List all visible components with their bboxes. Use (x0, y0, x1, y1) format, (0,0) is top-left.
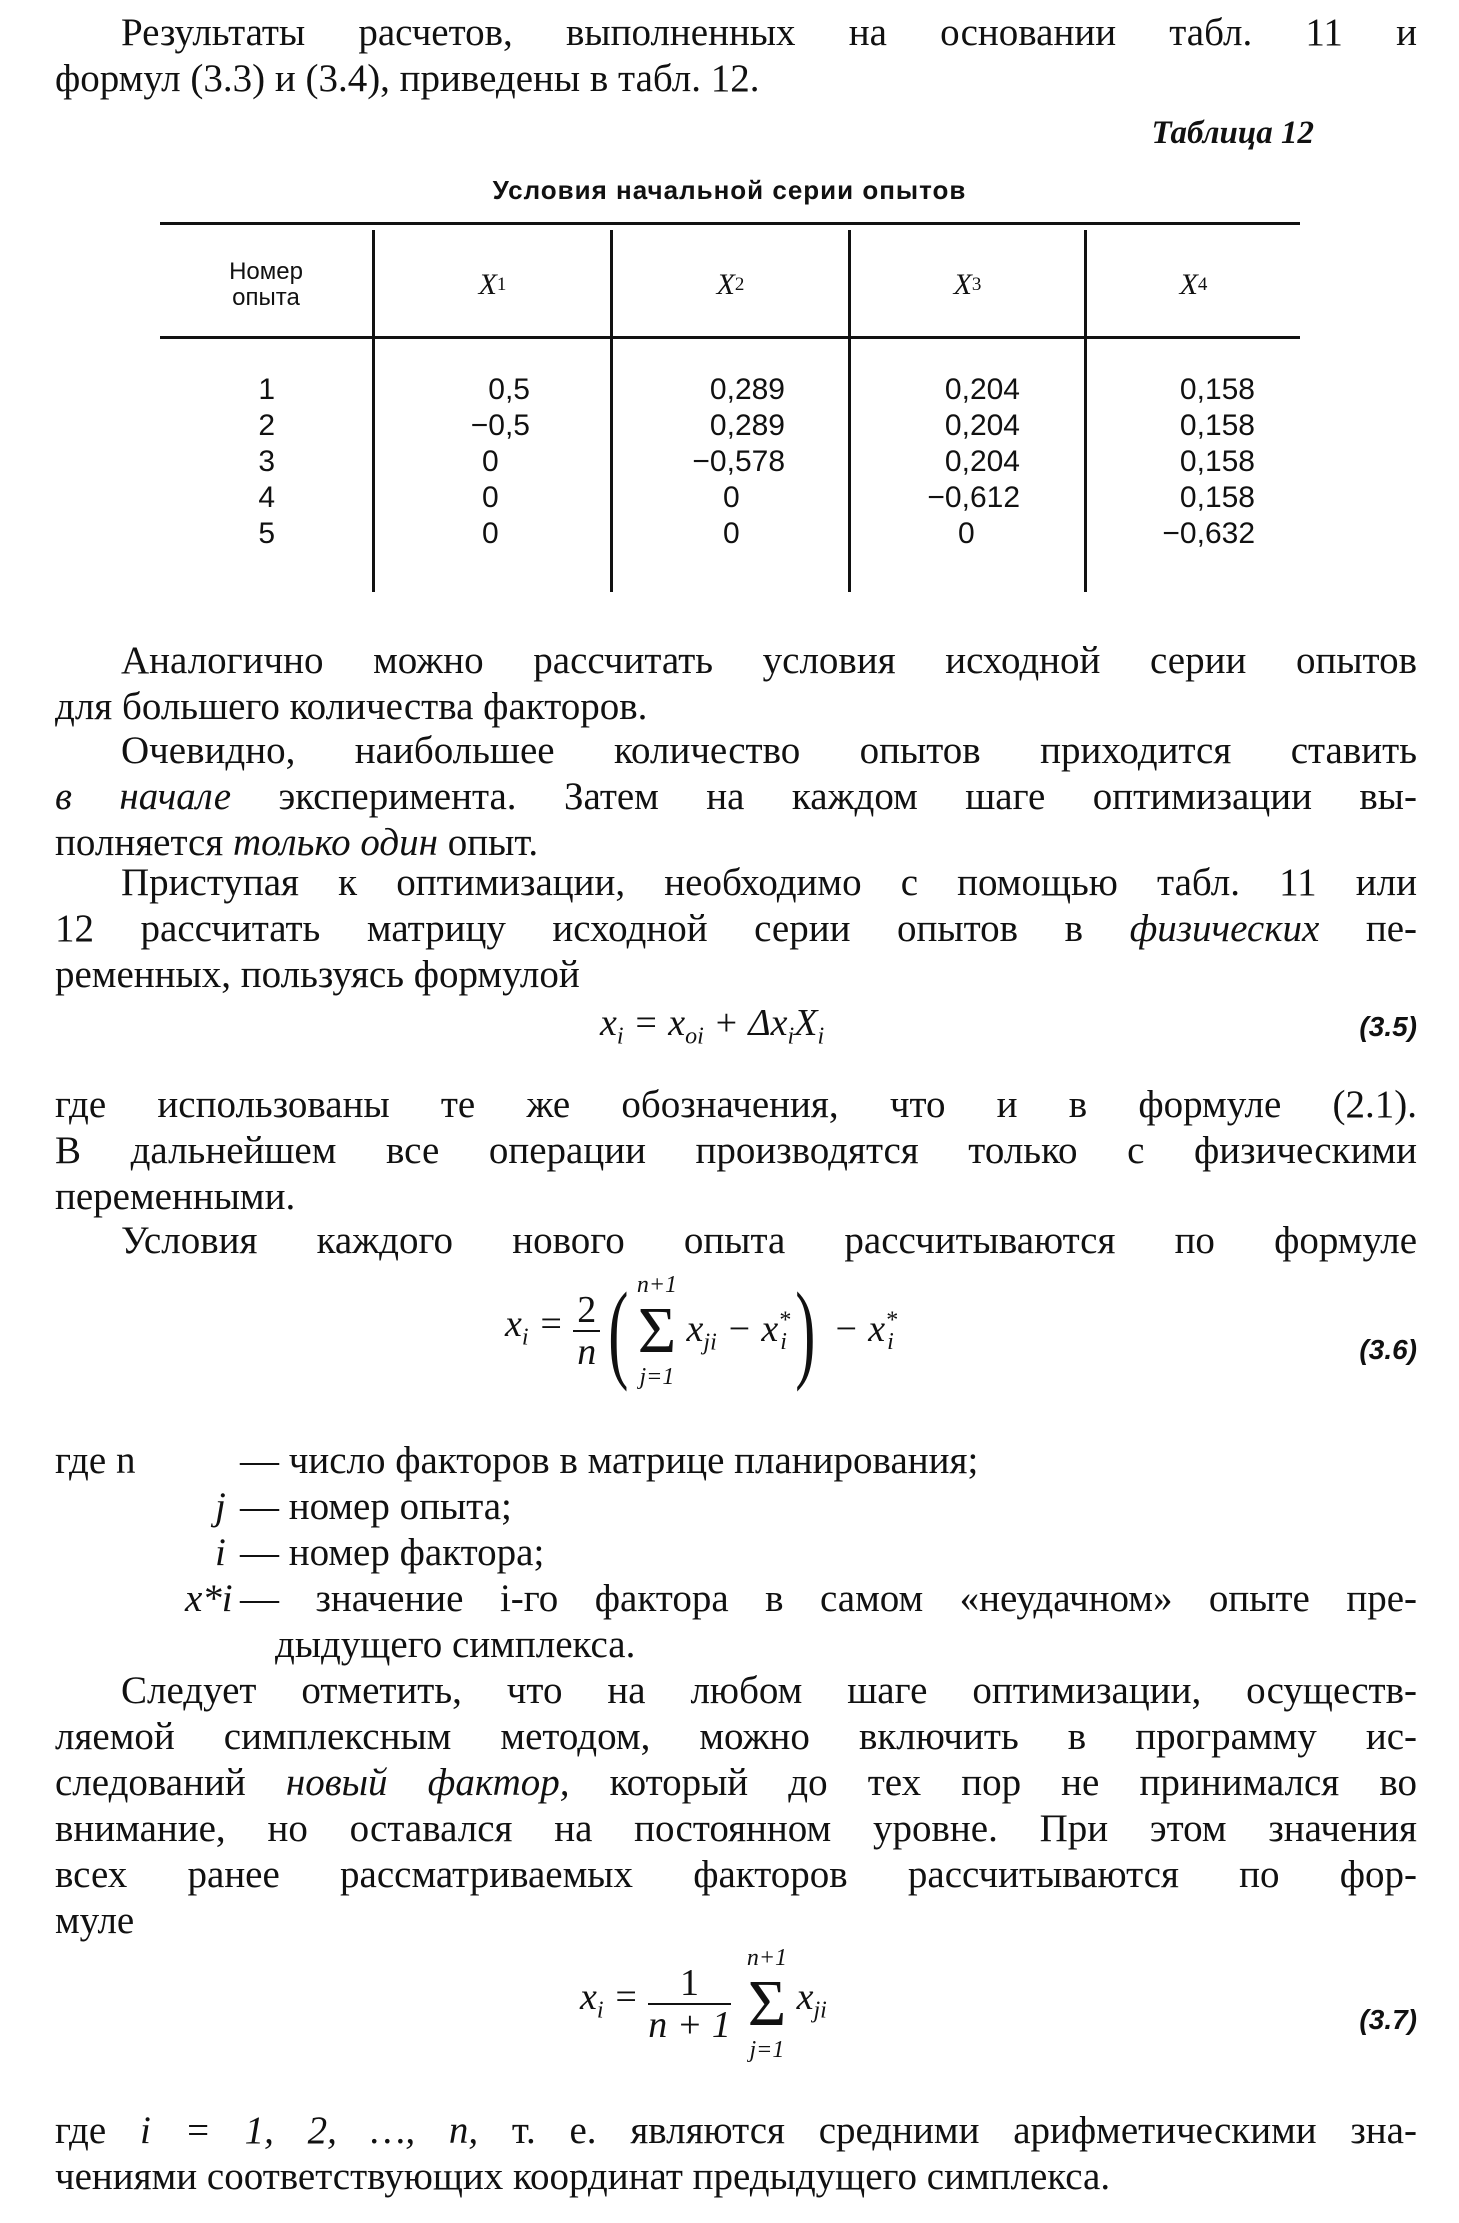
header-sub: 1 (496, 274, 507, 295)
table-cell: −0,632 (1162, 517, 1255, 550)
definition-text: — номер опыта; (240, 1485, 512, 1528)
equation-3-7 (0, 1945, 1459, 2095)
definition-row (55, 1438, 1417, 1484)
paragraph-line: Очевидно, наибольшее количество опытов приходится ставить (121, 729, 1417, 772)
table-header-x1 (375, 250, 610, 320)
equation-body: $x_i$ = $\frac{1}{n + 1}$ n+1 Σ j=1 $x_{ji}$ (580, 1945, 827, 2063)
table-title: Условия начальной серии опытов (492, 175, 967, 205)
table-cell: −0,5 (470, 409, 530, 442)
header-var: X (953, 268, 972, 301)
table-cell: 0,158 (1179, 409, 1255, 442)
definition-symbol: где n (55, 1439, 136, 1482)
italic-text: в начале (55, 775, 232, 818)
table-cell: 2 (258, 409, 275, 442)
italic-text: только один (232, 821, 438, 864)
italic-text: физических (1129, 907, 1320, 950)
paragraph-line: чениями соответствующих координат предыдущего симплекса. (55, 2155, 1111, 2198)
paragraph (55, 1668, 1417, 1944)
table-label: Таблица 12 (1151, 115, 1314, 151)
header-sub: 2 (734, 274, 745, 295)
paragraph-line: Приступая к оптимизации, необходимо с помощью табл. 11 или (121, 861, 1417, 904)
table-cell: 4 (258, 481, 275, 514)
header-text: опыта (232, 284, 300, 311)
text: где (55, 2109, 140, 2152)
table-cell: 3 (258, 445, 275, 478)
paragraph-line (55, 906, 1417, 952)
paragraph-line: Следует отметить, что на любом шаге оптимизации, осуществ- (121, 1669, 1417, 1712)
intro-paragraph (55, 10, 1417, 102)
table-header-x3 (851, 250, 1084, 320)
paragraph-line: переменными. (55, 1175, 296, 1218)
paragraph (55, 860, 1417, 998)
table-cell: 0 (482, 445, 499, 478)
paragraph-line: всех ранее рассматриваемых факторов рассчитываются по фор- (55, 1853, 1417, 1896)
paragraph-line (55, 2108, 1417, 2154)
equation-3-6 (0, 1272, 1459, 1432)
equation-number: (3.5) (1359, 1011, 1417, 1042)
header-var: X (478, 268, 497, 301)
paragraph-line (55, 1760, 1417, 1806)
table-header-rule (160, 336, 1300, 339)
table-cell: 0 (482, 517, 499, 550)
paragraph-line: муле (55, 1899, 135, 1942)
table-cell: 0 (482, 481, 499, 514)
definition-row (55, 1622, 1417, 1668)
table-cell: −0,612 (927, 481, 1020, 514)
table-cell: 0,204 (944, 409, 1020, 442)
paragraph (55, 2108, 1417, 2200)
table-column-experiment (230, 372, 275, 552)
definition-text: — число факторов в матрице планирования; (240, 1439, 979, 1482)
table-cell: 0 (723, 517, 740, 550)
paragraph-line: ременных, пользуясь формулой (55, 953, 580, 996)
sum-symbol: n+1 Σ j=1 (746, 1945, 788, 2063)
table-header-x4 (1087, 250, 1300, 320)
header-var: X (716, 268, 735, 301)
equation-3-5 (0, 1000, 1459, 1060)
intro-line: формул (3.3) и (3.4), приведены в табл. 12. (55, 57, 760, 100)
table-column-x4 (1125, 372, 1255, 552)
table-column-x3 (890, 372, 1020, 552)
definition-text: — номер фактора; (240, 1531, 545, 1574)
header-sub: 4 (1197, 274, 1208, 295)
paragraph-line: где использованы те же обозначения, что и в формуле (2.1). (55, 1083, 1417, 1126)
text: полняется (55, 821, 233, 864)
table-cell: 0 (958, 517, 975, 550)
text: опыт. (438, 821, 539, 864)
paragraph (55, 638, 1417, 730)
table-cell: −0,578 (692, 445, 785, 478)
table-cell: 0,158 (1179, 445, 1255, 478)
table-cell: 0,158 (1179, 373, 1255, 406)
header-text: Номер (229, 258, 303, 285)
table-top-rule (160, 222, 1300, 225)
equation-body: $x_i = x_{oi} + \Delta x_iX_i$ (600, 1002, 825, 1050)
text: который до тех пор не принимался во (569, 1761, 1418, 1804)
definition-symbol: i (215, 1531, 226, 1574)
paragraph-line (55, 774, 1417, 820)
sum-symbol: n+1 Σ j=1 (636, 1272, 678, 1390)
text: эксперимента. Затем на каждом шаге оптимизации вы- (231, 775, 1417, 818)
definitions-list (55, 1438, 1417, 1668)
equation-body: $x_i$ = $\frac{2}{n}$ ( n+1 Σ j=1 $x_{ji} - x^*_i) - x^*_i$ (505, 1270, 898, 1392)
paragraph-line: Условия каждого нового опыта рассчитываются по формуле (121, 1219, 1417, 1262)
text: т. е. являются средними арифметическими зна- (478, 2109, 1417, 2152)
table-cell: 0,289 (709, 409, 785, 442)
table-column-x2 (655, 372, 785, 552)
equation-number: (3.6) (1359, 1334, 1417, 1365)
table-column-x1 (420, 372, 530, 552)
header-sub: 3 (971, 274, 982, 295)
fraction: $\frac{2}{n}$ (573, 1290, 600, 1372)
table-cell: 0 (723, 481, 740, 514)
table-cell: 0,204 (944, 373, 1020, 406)
paragraph-line: ляемой симплексным методом, можно включить в программу ис- (55, 1715, 1417, 1758)
paragraph (55, 1218, 1417, 1264)
table-cell: 5 (258, 517, 275, 550)
definition-row (55, 1576, 1417, 1622)
header-var: X (1179, 268, 1198, 301)
definition-text: — значение i-го фактора в самом «неудачном» опыте пре- (240, 1577, 1417, 1620)
text: 12 рассчитать матрицу исходной серии опытов в (55, 907, 1130, 950)
definition-row (55, 1484, 1417, 1530)
definition-symbol: x*i (185, 1577, 233, 1620)
definition-row (55, 1530, 1417, 1576)
paragraph-line: В дальнейшем все операции производятся только с физическими (55, 1129, 1417, 1172)
intro-line: Результаты расчетов, выполненных на основании табл. 11 и (121, 11, 1417, 54)
definition-symbol: j (215, 1485, 226, 1528)
definition-text: дыдущего симплекса. (275, 1623, 636, 1666)
table-cell: 0,289 (709, 373, 785, 406)
text: следований (55, 1761, 286, 1804)
paragraph-line: для большего количества факторов. (55, 685, 648, 728)
paragraph (55, 728, 1417, 866)
text: пе- (1319, 907, 1417, 950)
paragraph (55, 1082, 1417, 1220)
paragraph-line: внимание, но оставался на постоянном уровне. При этом значения (55, 1807, 1417, 1850)
table-header-x2 (613, 250, 848, 320)
table-cell: 1 (258, 373, 275, 406)
table-cell: 0,158 (1179, 481, 1255, 514)
table-cell: 0,204 (944, 445, 1020, 478)
table-header-experiment (160, 250, 372, 320)
math-text: i = 1, 2, …, n, (139, 2109, 479, 2152)
fraction: $\frac{1}{n + 1}$ (648, 1962, 731, 2046)
italic-text: новый фактор, (285, 1761, 570, 1804)
table-cell: 0,5 (488, 373, 530, 406)
paragraph-line: Аналогично можно рассчитать условия исходной серии опытов (121, 639, 1417, 682)
equation-number: (3.7) (1359, 2004, 1417, 2035)
